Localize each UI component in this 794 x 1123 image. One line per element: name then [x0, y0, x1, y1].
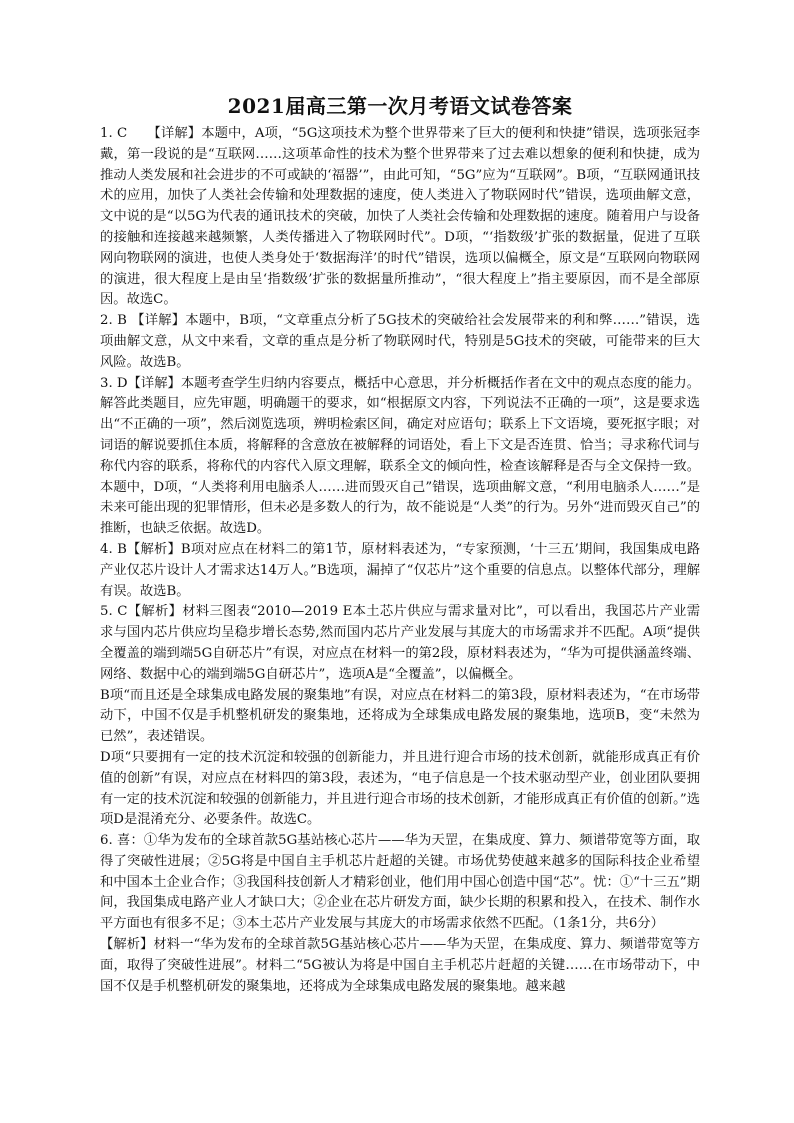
answer-6-analysis-paragraph: 【解析】材料一“华为发布的全球首款5G基站核心芯片——华为天罡，在集成度、算力、频谱带宽等方面，取得了突破性进展”。材料二“5G被认为将是中国自主手机芯片赶超的关键……在市场带动下，中国不仅是手机整机研发的聚集地，还将成为全球集成电路发展的聚集地。越来越 — [100, 937, 700, 994]
answer-2-paragraph: 2. B 【详解】本题中，B项，“文章重点分析了5G技术的突破给社会发展带来的利和弊……”错误，选项曲解文意，从文中来看，文章的重点是分析了物联网时代，特别是5G技术的突破，可能带来的巨大风险。故选B。 — [100, 313, 700, 370]
answer-1-paragraph: 1. C 【详解】本题中，A项，“5G这项技术为整个世界带来了巨大的便利和快捷”错误，选项张冠李戴，第一段说的是“互联网……这项革命性的技术为整个世界带来了过去难以想象的便利和快捷，成为推动人类发展和社会进步的不可或缺的‘福器’”，由此可知，“5G”应为“互联网”。B项，“互联网通讯技术的应用，加快了人类社会传输和处理数据的速度，使人类进入了物联网时代”错误，选项曲解文意，文中说的是“以5G为代表的通讯技术的突破，加快了人类社会传输和处理数据的速度。随着用户与设备的接触和连接越来越频繁，人类传播进入了物联网时代”。D项，“‘指数级’扩张的数据量，促进了互联网向物联网的演进，也使人类身处于‘数据海洋’的时代”错误，选项以偏概全，原文是“互联网向物联网的演进，很大程度上是由呈‘指数级’扩张的数据量所推动”，“很大程度上”指主要原因，而不是全部原因。故选C。 — [100, 126, 700, 308]
answer-5-option-d-paragraph: D项“只要拥有一定的技术沉淀和较强的创新能力，并且进行迎合市场的技术创新，就能形成真正有价值的创新”有误，对应点在材料四的第3段，表述为，“电子信息是一个技术驱动型产业，创业团队要拥有一定的技术沉淀和较强的创新能力，并且进行迎合市场的技术创新，才能形成真正有价值的创新。”选项D是混淆充分、必要条件。故选C。 — [100, 749, 700, 828]
answer-6-paragraph: 6. 喜：①华为发布的全球首款5G基站核心芯片——华为天罡，在集成度、算力、频谱带宽等方面，取得了突破性进展；②5G将是中国自主手机芯片赶超的关键。市场优势使越来越多的国际科技企业希望和中国本土企业合作；③我国科技创新人才精彩创业，他们用中国心创造中国“芯”。忧：①“十三五”期间，我国集成电路产业人才缺口大；②企业在芯片研发方面，缺少长期的积累和投入，在技术、制作水平方面也有很多不足；③本土芯片产业发展与其庞大的市场需求依然不匹配。（1条1分，共6分） — [100, 833, 700, 932]
answer-5-paragraph: 5. C【解析】材料三图表“2010—2019 E本土芯片供应与需求量对比”，可以看出，我国芯片产业需求与国内芯片供应均呈稳步增长态势,然而国内芯片产业发展与其庞大的市场需求并不匹配。A项“提供全覆盖的端到端5G自研芯片”有误，对应点在材料一的第2段，原材料表述为，“华为可提供涵盖终端、网络、数据中心的端到端5G自研芯片”，选项A是“全覆盖”，以偏概全。 — [100, 604, 700, 682]
document-page — [100, 92, 700, 997]
answer-4-paragraph: 4. B【解析】B项对应点在材料二的第1节，原材料表述为，“专家预测，‘十三五’期间，我国集成电路产业仅芯片设计人才需求达14万人。”B选项，漏掉了“仅芯片”这个重要的信息点。以整体代部分，理解有误。故选B。 — [100, 541, 700, 599]
document-title: 2021届高三第一次月考语文试卷答案 — [227, 94, 573, 118]
answer-5-option-b-paragraph: B项“而且还是全球集成电路发展的聚集地”有误，对应点在材料二的第3段，原材料表述为，“在市场带动下，中国不仅是手机整机研发的聚集地，还将成为全球集成电路发展的聚集地，选项B，变“未然为已然”，表述错误。 — [100, 687, 700, 745]
answer-3-paragraph: 3. D【详解】本题考查学生归纳内容要点，概括中心意思，并分析概括作者在文中的观点态度的能力。解答此类题目，应先审题，明确题干的要求，如“根据原文内容，下列说法不正确的一项”，这是要求选出“不正确的一项”，然后浏览选项，辨明检索区间，确定对应语句；联系上下文语境，要死抠字眼；对词语的解说要抓住本质，将解释的含意放在被解释的词语处，看上下文是否连贯、恰当；寻求称代词与称代内容的联系，将称代的内容代入原文理解，联系全文的倾向性，检查该解释是否与全文保持一致。本题中，D项，“人类将利用电脑杀人……进而毁灭自己”错误，选项曲解文意，“利用电脑杀人……”是未来可能出现的犯罪情形，但未必是多数人的行为，故不能说是“人类”的行为。另外“进而毁灭自己”的推断，也缺乏依据。故选D。 — [100, 375, 700, 537]
